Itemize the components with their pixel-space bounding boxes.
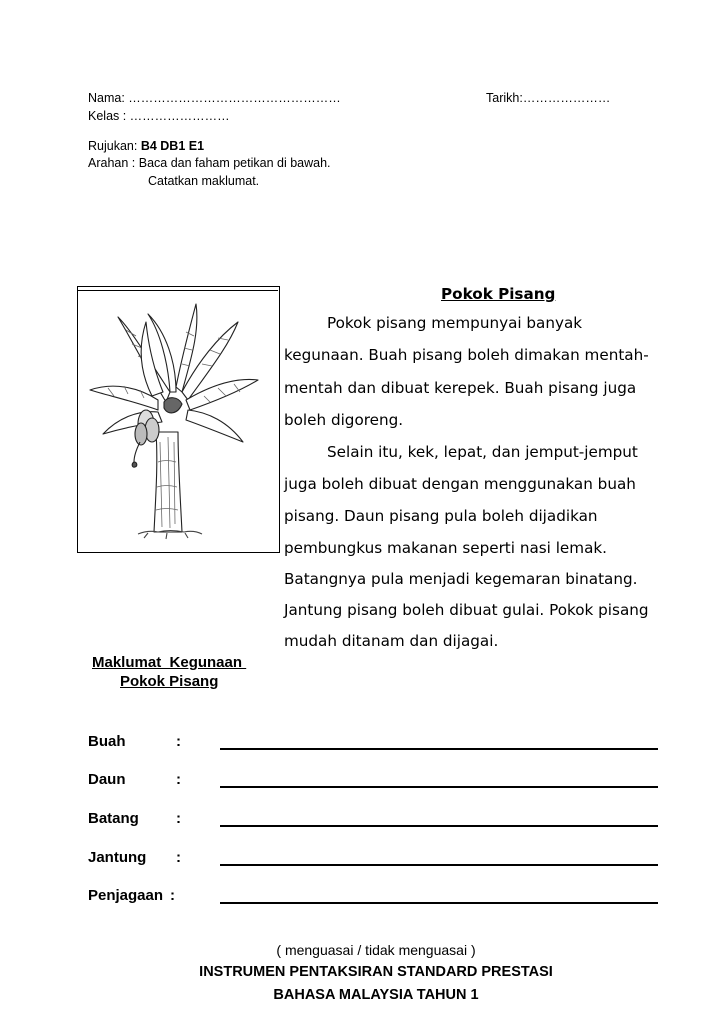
assessment-options: ( menguasai / tidak menguasai ) [276,942,476,958]
answer-line-batang[interactable] [220,810,658,827]
arahan-line2: Catatkan maklumat. [148,174,260,188]
tarikh-field: Tarikh:………………… [486,91,611,105]
passage-line-2: kegunaan. Buah pisang boleh dimakan mentah- [284,346,649,364]
row-label-buah: Buah [88,733,126,750]
row-colon-daun: : [176,771,181,788]
passage-line-9: Batangnya pula menjadi kegemaran binatang. [284,570,638,588]
passage-line-4: boleh digoreng. [284,411,404,429]
row-label-penjagaan: Penjagaan [88,887,164,904]
rujukan-line [88,139,204,154]
passage-line-5: Selain itu, kek, lepat, dan jemput-jemput [327,443,638,461]
maklumat-heading-line1: Maklumat Kegunaan [92,654,247,671]
passage-line-7: pisang. Daun pisang pula boleh dijadikan [284,507,598,525]
rujukan-value: B4 DB1 E1 [140,139,205,153]
answer-line-jantung[interactable] [220,849,658,866]
row-colon-buah: : [176,733,181,750]
passage-title: Pokok Pisang [441,285,556,303]
rujukan-label: Rujukan: [88,139,141,153]
passage-line-8: pembungkus makanan seperti nasi lemak. [284,539,607,557]
row-colon-batang: : [176,810,181,827]
passage-line-3: mentah dan dibuat kerepek. Buah pisang juga [284,379,637,397]
footer-instrument-title: INSTRUMEN PENTAKSIRAN STANDARD PRESTASI [199,964,553,980]
row-label-jantung: Jantung [88,849,147,866]
kelas-field: Kelas : …………………… [88,109,230,123]
answer-line-buah[interactable] [220,733,658,750]
banana-tree-illustration [78,292,277,550]
row-label-batang: Batang [88,810,139,827]
passage-line-10: Jantung pisang boleh dibuat gulai. Pokok pisang [284,601,649,619]
answer-line-daun[interactable] [220,771,658,788]
passage-line-11: mudah ditanam dan dijagai. [284,632,499,650]
nama-field: Nama: …………………………………………… [88,91,341,105]
row-colon-jantung: : [176,849,181,866]
row-label-daun: Daun [88,771,126,788]
picture-frame-inner-line [77,290,278,291]
footer-subject-title: BAHASA MALAYSIA TAHUN 1 [273,987,479,1003]
answer-line-penjagaan[interactable] [220,887,658,904]
passage-line-6: juga boleh dibuat dengan menggunakan buah [284,475,636,493]
row-colon-penjagaan: : [170,887,175,904]
maklumat-heading-line2: Pokok Pisang [120,673,219,690]
arahan-line1: Arahan : Baca dan faham petikan di bawah. [88,156,331,170]
passage-line-1: Pokok pisang mempunyai banyak [327,314,583,332]
